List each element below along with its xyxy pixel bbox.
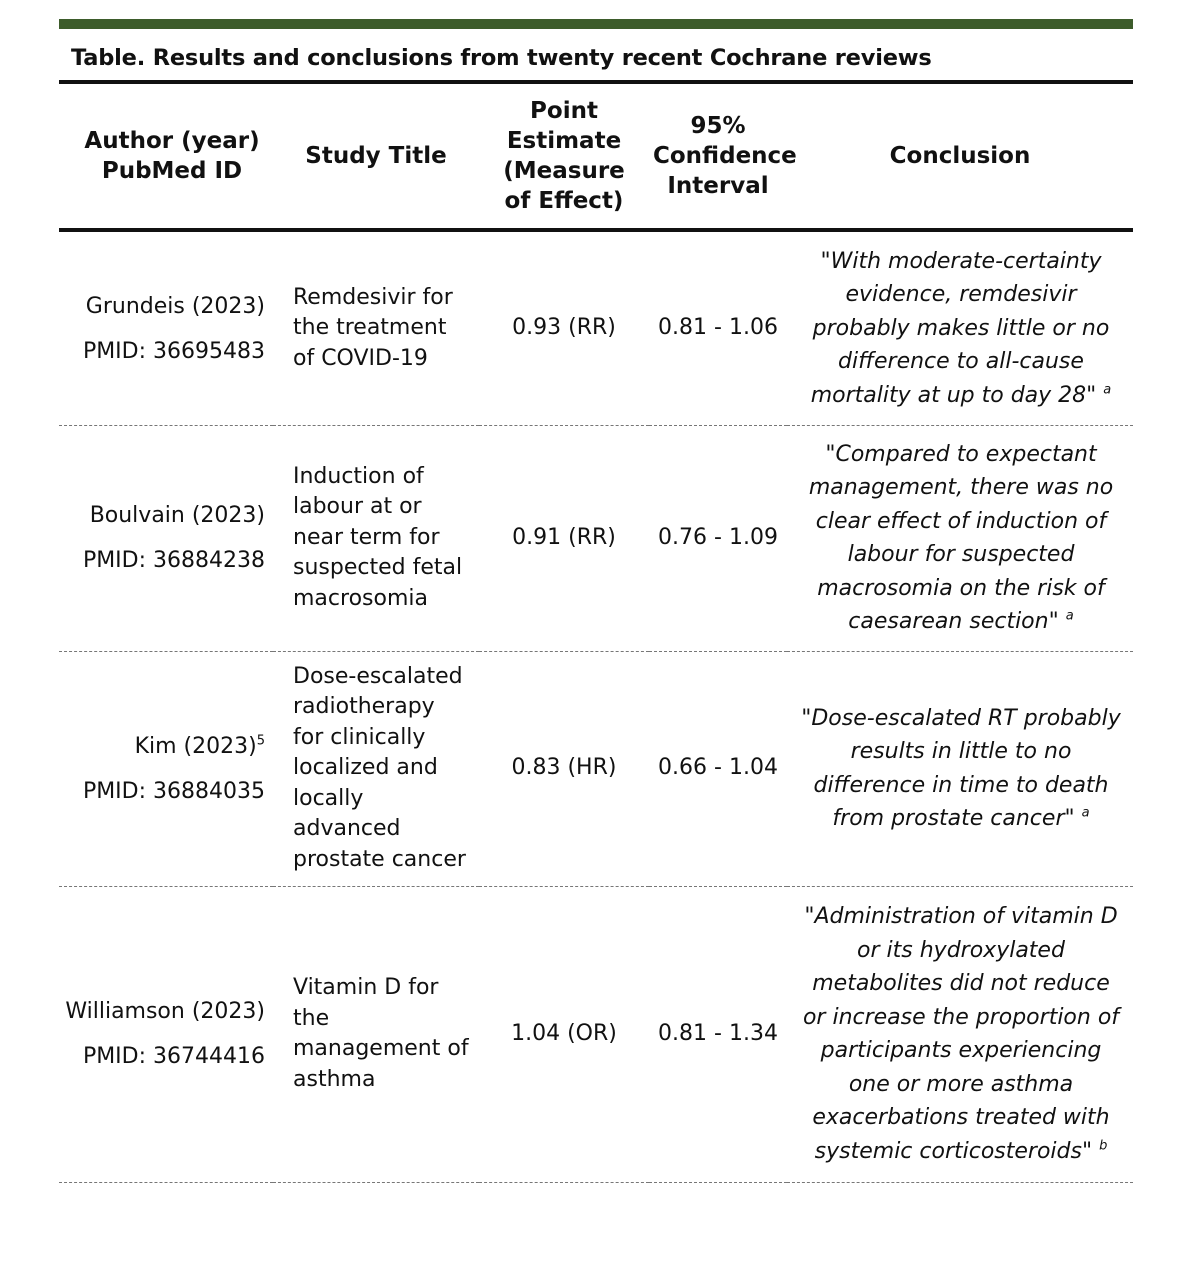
- study-title: Vitamin D for the management of asthma: [293, 975, 469, 1092]
- results-table: [59, 84, 1133, 1183]
- author-name: Williamson (2023): [65, 999, 265, 1025]
- accent-bar: [59, 19, 1133, 29]
- study-title: Remdesivir for the treatment of COVID-19: [293, 284, 453, 371]
- confidence-interval: 0.81 - 1.34: [658, 1020, 778, 1046]
- author-cell: [59, 232, 273, 425]
- conclusion: "Dose-escalated RT probably results in little to no difference in time to death from prostate cancer" $^a$: [801, 705, 1121, 831]
- author-name: Boulvain (2023): [89, 503, 265, 529]
- point-estimate: 1.04 (OR): [511, 1020, 617, 1046]
- study-title: Dose-escalated radiotherapy for clinically localized and locally advanced prostate cancer: [293, 663, 466, 872]
- author-cell: [59, 425, 273, 651]
- pmid: PMID: 36884238: [82, 548, 265, 574]
- point-estimate: 0.83 (HR): [511, 755, 617, 781]
- results-table-figure: [59, 19, 1133, 1183]
- confidence-interval: 0.81 - 1.06: [658, 315, 778, 340]
- header-row: [59, 84, 1133, 230]
- table-row: [59, 651, 1133, 886]
- author-cell: [59, 886, 273, 1182]
- footnote-marker: a: [1081, 805, 1090, 821]
- confidence-interval: 0.66 - 1.04: [658, 755, 778, 781]
- header-author: Author (year) PubMed ID: [84, 128, 260, 184]
- point-estimate: 0.91 (RR): [512, 524, 616, 550]
- pmid: PMID: 36744416: [82, 1044, 265, 1070]
- author-name: Grundeis (2023): [85, 293, 265, 319]
- footnote-marker: a: [1065, 608, 1074, 624]
- header-conclusion: Conclusion: [889, 143, 1031, 169]
- conclusion: "With moderate-certainty evidence, remdesivir probably makes little or no difference to all-cause mortality at up to day 28" $^a$: [810, 248, 1112, 408]
- conclusion: "Compared to expectant management, there was no clear effect of induction of labour for suspected macrosomia on the risk of caesarean section" $^a$: [808, 441, 1114, 634]
- pmid: PMID: 36884035: [82, 778, 265, 804]
- footnote-marker: b: [1099, 1138, 1108, 1154]
- author-name: Kim $(2023)^5$: [134, 733, 265, 759]
- header-estimate: Point Estimate (Measure of Effect): [503, 98, 625, 214]
- table-row: [59, 886, 1133, 1182]
- study-title: Induction of labour at or near term for suspected fetal macrosomia: [293, 463, 463, 611]
- point-estimate: 0.93 (RR): [512, 315, 616, 340]
- table-row: [59, 232, 1133, 425]
- confidence-interval: 0.76 - 1.09: [658, 524, 778, 550]
- header-ci: 95% Confidence Interval: [653, 113, 797, 199]
- footnote-marker: a: [1103, 382, 1112, 398]
- pmid: PMID: 36695483: [82, 338, 265, 364]
- author-cell: [59, 651, 273, 886]
- table-row: [59, 425, 1133, 651]
- table-caption: Table. Results and conclusions from twenty recent Cochrane reviews: [71, 45, 932, 71]
- header-title: Study Title: [305, 143, 447, 169]
- conclusion: "Administration of vitamin D or its hydroxylated metabolites did not reduce or increase the proportion of participants experiencing one or more asthma exacerbations treated with systemic corticosteroids" $^b$: [802, 904, 1120, 1164]
